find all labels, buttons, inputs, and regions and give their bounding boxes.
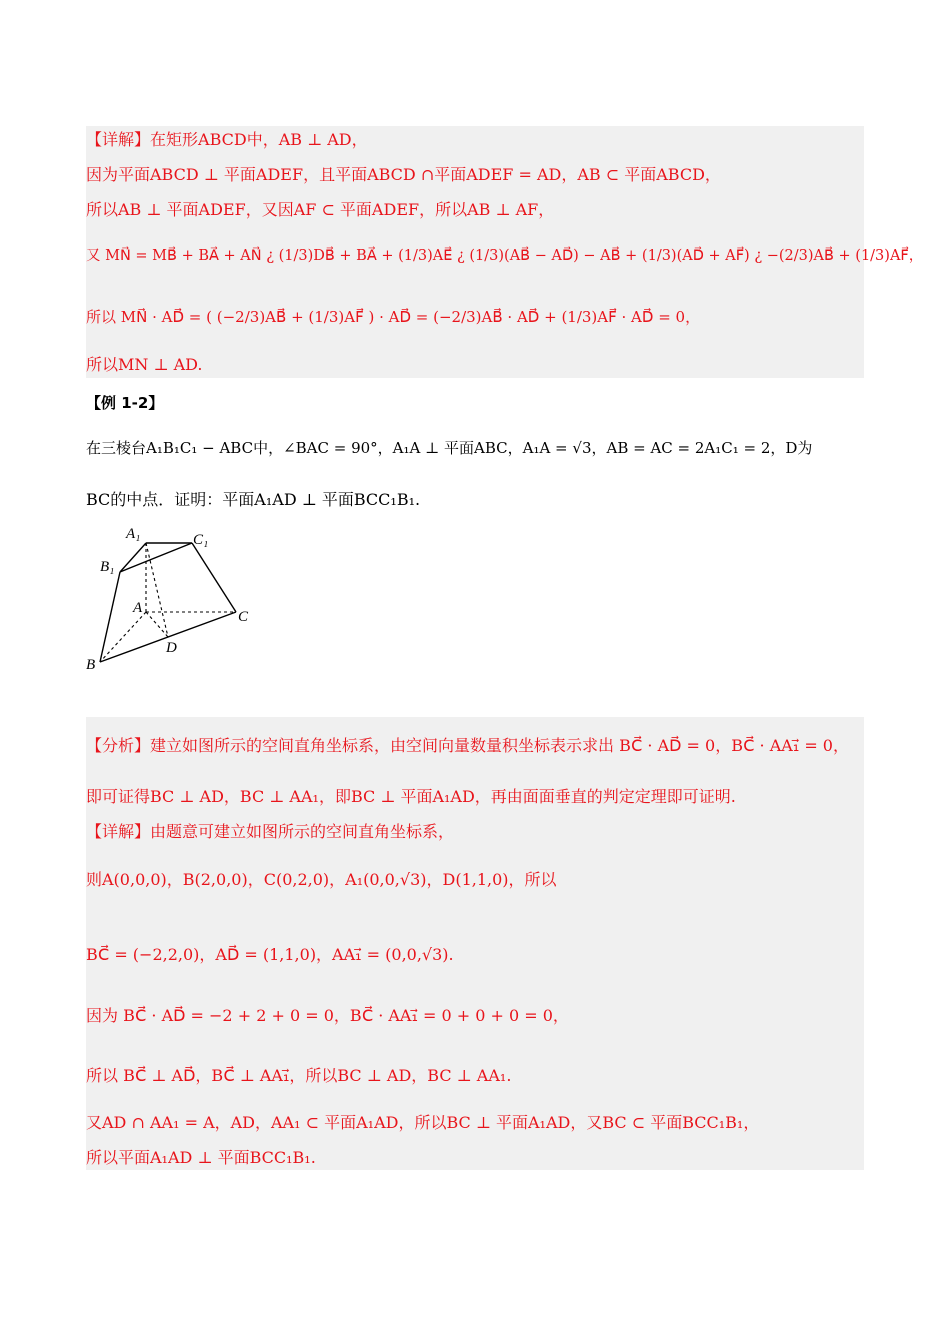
solution1-line5: 所以 MN⃗ · AD⃗ = ( (−2/3)AB⃗ + (1/3)AF⃗ ) · AD⃗ = (−2/3)AB⃗ · AD⃗ + (1/3)AF⃗ · AD⃗ = 0， bbox=[86, 308, 701, 326]
solution1-line2: 因为平面ABCD ⊥ 平面ADEF，且平面ABCD ∩平面ADEF = AD，AB ⊂ 平面ABCD， bbox=[86, 165, 721, 184]
solution1-line1: 【详解】在矩形ABCD中，AB ⊥ AD， bbox=[86, 130, 368, 149]
label-b1: B₁ bbox=[100, 559, 115, 575]
solution2-line6: 又AD ∩ AA₁ = A，AD，AA₁ ⊂ 平面A₁AD，所以BC ⊥ 平面A₁AD，又BC ⊂ 平面BCC₁B₁， bbox=[86, 1113, 760, 1132]
edge-a-b bbox=[100, 612, 146, 662]
solution1-label: 【详解】 bbox=[86, 130, 151, 149]
edge-c1-c bbox=[192, 543, 236, 612]
example-line1: 在三棱台A₁B₁C₁ − ABC中，∠BAC = 90°，A₁A ⊥ 平面ABC，A₁A = √3，AB = AC = 2A₁C₁ = 2，D为 bbox=[86, 439, 813, 457]
solution2-line4: 因为 BC⃗ · AD⃗ = −2 + 2 + 0 = 0，BC⃗ · AA₁⃗ = 0 + 0 + 0 = 0， bbox=[86, 1006, 569, 1025]
edge-a1-b1 bbox=[120, 543, 146, 572]
example-line2: BC的中点．证明：平面A₁AD ⊥ 平面BCC₁B₁. bbox=[86, 490, 421, 509]
solution1-line4: 又 MN⃗ = MB⃗ + BA⃗ + AN⃗ ¿ (1/3)DB⃗ + BA⃗ + (1/3)AE⃗ ¿ (1/3)(AB⃗ − AD⃗) − AB⃗ + (1/3)(AD⃗ + AF⃗) ¿ −(2/3)AB⃗ + (1/3)AF⃗， bbox=[86, 248, 924, 264]
frustum-figure bbox=[84, 520, 264, 680]
label-c: C bbox=[238, 609, 249, 625]
label-d: D bbox=[166, 640, 177, 656]
label-a1: A₁ bbox=[126, 526, 141, 542]
solution2-label: 【详解】 bbox=[86, 822, 151, 841]
solution2-line7: 所以平面A₁AD ⊥ 平面BCC₁B₁. bbox=[86, 1148, 316, 1167]
solution1-line6: 所以MN ⊥ AD. bbox=[86, 355, 203, 374]
label-c1: C₁ bbox=[193, 532, 209, 548]
edge-a-d bbox=[146, 612, 168, 637]
analysis-line2: 即可证得BC ⊥ AD，BC ⊥ AA₁，即BC ⊥ 平面A₁AD，再由面面垂直的判定定理即可证明. bbox=[86, 787, 736, 806]
solution2-line1: 【详解】由题意可建立如图所示的空间直角坐标系， bbox=[86, 822, 455, 841]
example-label: 【例 1-2】 bbox=[86, 394, 164, 412]
solution2-line3: BC⃗ = (−2,2,0)，AD⃗ = (1,1,0)，AA₁⃗ = (0,0,√3). bbox=[86, 945, 454, 964]
solution2-line5: 所以 BC⃗ ⊥ AD⃗，BC⃗ ⊥ AA₁⃗，所以BC ⊥ AD，BC ⊥ AA₁. bbox=[86, 1066, 512, 1085]
analysis-label: 【分析】 bbox=[86, 736, 151, 755]
analysis-line1: 【分析】建立如图所示的空间直角坐标系，由空间向量数量积坐标表示求出 BC⃗ · AD⃗ = 0，BC⃗ · AA₁⃗ = 0， bbox=[86, 736, 849, 755]
solution1-line3: 所以AB ⊥ 平面ADEF，又因AF ⊂ 平面ADEF，所以AB ⊥ AF， bbox=[86, 200, 555, 219]
edge-b1-c1 bbox=[120, 543, 192, 572]
solution2-line2: 则A(0,0,0)，B(2,0,0)，C(0,2,0)，A₁(0,0,√3)，D(1,1,0)，所以 bbox=[86, 870, 557, 889]
edge-b1-b bbox=[100, 572, 120, 662]
label-a: A bbox=[133, 600, 143, 616]
label-b: B bbox=[86, 657, 96, 673]
